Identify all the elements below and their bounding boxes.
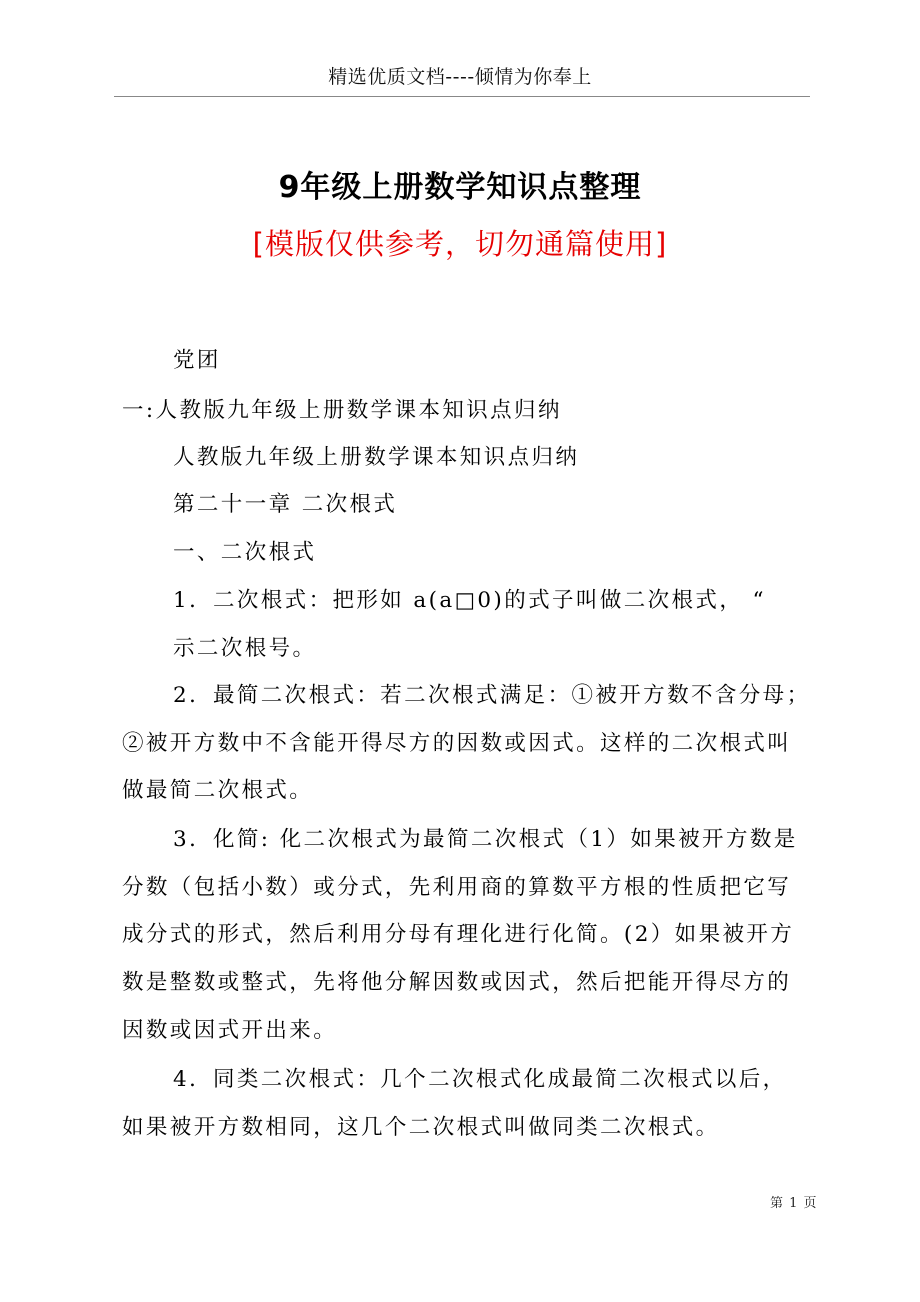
header-divider [114,96,810,97]
text-line: 成分式的形式，然后利用分母有理化进行化简。(2）如果被开方 [122,922,795,947]
text-line: 因数或因式开出来。 [122,1018,338,1043]
text-line: 做最简二次根式。 [122,778,314,803]
text-line: 党团 [173,348,221,373]
text-line: 如果被开方数相同，这几个二次根式叫做同类二次根式。 [122,1115,720,1140]
text-line: 人教版九年级上册数学课本知识点归纳 [173,445,580,470]
text-line: 4．同类二次根式：几个二次根式化成最简二次根式以后， [173,1067,787,1092]
text-line: 1．二次根式：把形如 a(a□0)的式子叫做二次根式， “ [173,588,766,613]
text-line: 一:人教版九年级上册数学课本知识点归纳 [122,398,562,423]
document-title: 9年级上册数学知识点整理 [278,170,642,205]
text-line: ②被开方数中不含能开得尽方的因数或因式。这样的二次根式叫 [122,731,792,756]
page-header: 精选优质文档----倾情为你奉上 [328,66,592,88]
text-line: 3．化简: 化二次根式为最简二次根式（1）如果被开方数是 [173,827,798,852]
document-subtitle: [模版仅供参考，切勿通篇使用] [252,227,668,261]
text-line: 数是整数或整式，先将他分解因数或因式，然后把能开得尽方的 [122,970,792,995]
text-line: 2．最简二次根式：若二次根式满足：①被开方数不含分母； [173,683,811,708]
text-line: 示二次根号。 [173,636,317,661]
text-line: 分数（包括小数）或分式，先利用商的算数平方根的性质把它写 [122,875,792,900]
page-number: 第 1 页 [770,1196,818,1211]
text-line: 一、二次根式 [173,540,317,565]
text-line: 第二十一章 二次根式 [173,492,398,517]
